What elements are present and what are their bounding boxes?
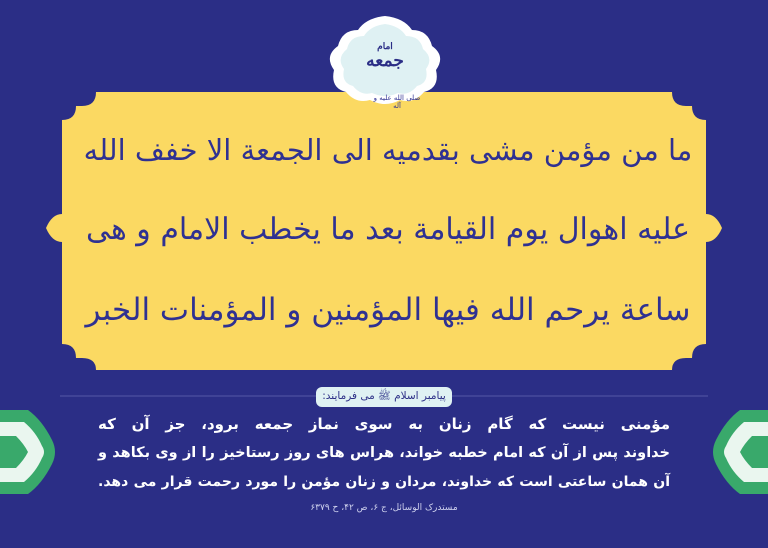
hadith-line-2: علیه اهوال یوم القیامة بعد ما یخطب الامام و هی xyxy=(85,212,691,247)
right-side-ornament xyxy=(713,410,768,494)
badge-title xyxy=(343,26,427,86)
hadith-line-1: ما من مؤمن مشی بقدمیه الی الجمعة الا خفف الله xyxy=(83,133,693,167)
translation-line-2: خداوند پس از آن که امام خطبه خواند، هراس های روز رستاخیز را از وی بکاهد و xyxy=(98,445,670,461)
badge-main-text: جمعه xyxy=(366,51,404,71)
source-citation: مستدرک الوسائل، ج ۶، ص ۴۲، ح ۶۳۷۹ xyxy=(310,503,458,513)
left-side-ornament xyxy=(0,410,55,494)
hadith-calligraphy xyxy=(78,110,698,350)
caption-tab: پیامبر اسلام ﷺ می فرمایند: xyxy=(316,387,452,407)
hadith-line-3: ساعة یرحم الله فیها المؤمنین و المؤمنات الخبر xyxy=(85,292,691,328)
persian-translation xyxy=(98,410,670,502)
badge-small-text: امام xyxy=(377,42,393,52)
salawat-seal: صلی الله علیه و آله xyxy=(373,94,421,110)
translation-line-3: آن همان ساعتی است که خداوند، مردان و زنان مؤمن را مورد رحمت قرار می دهد. xyxy=(98,474,670,490)
translation-line-1: مؤمنی نیست که گام زنان به سوی نماز جمعه برود، جز آن که xyxy=(98,415,670,433)
